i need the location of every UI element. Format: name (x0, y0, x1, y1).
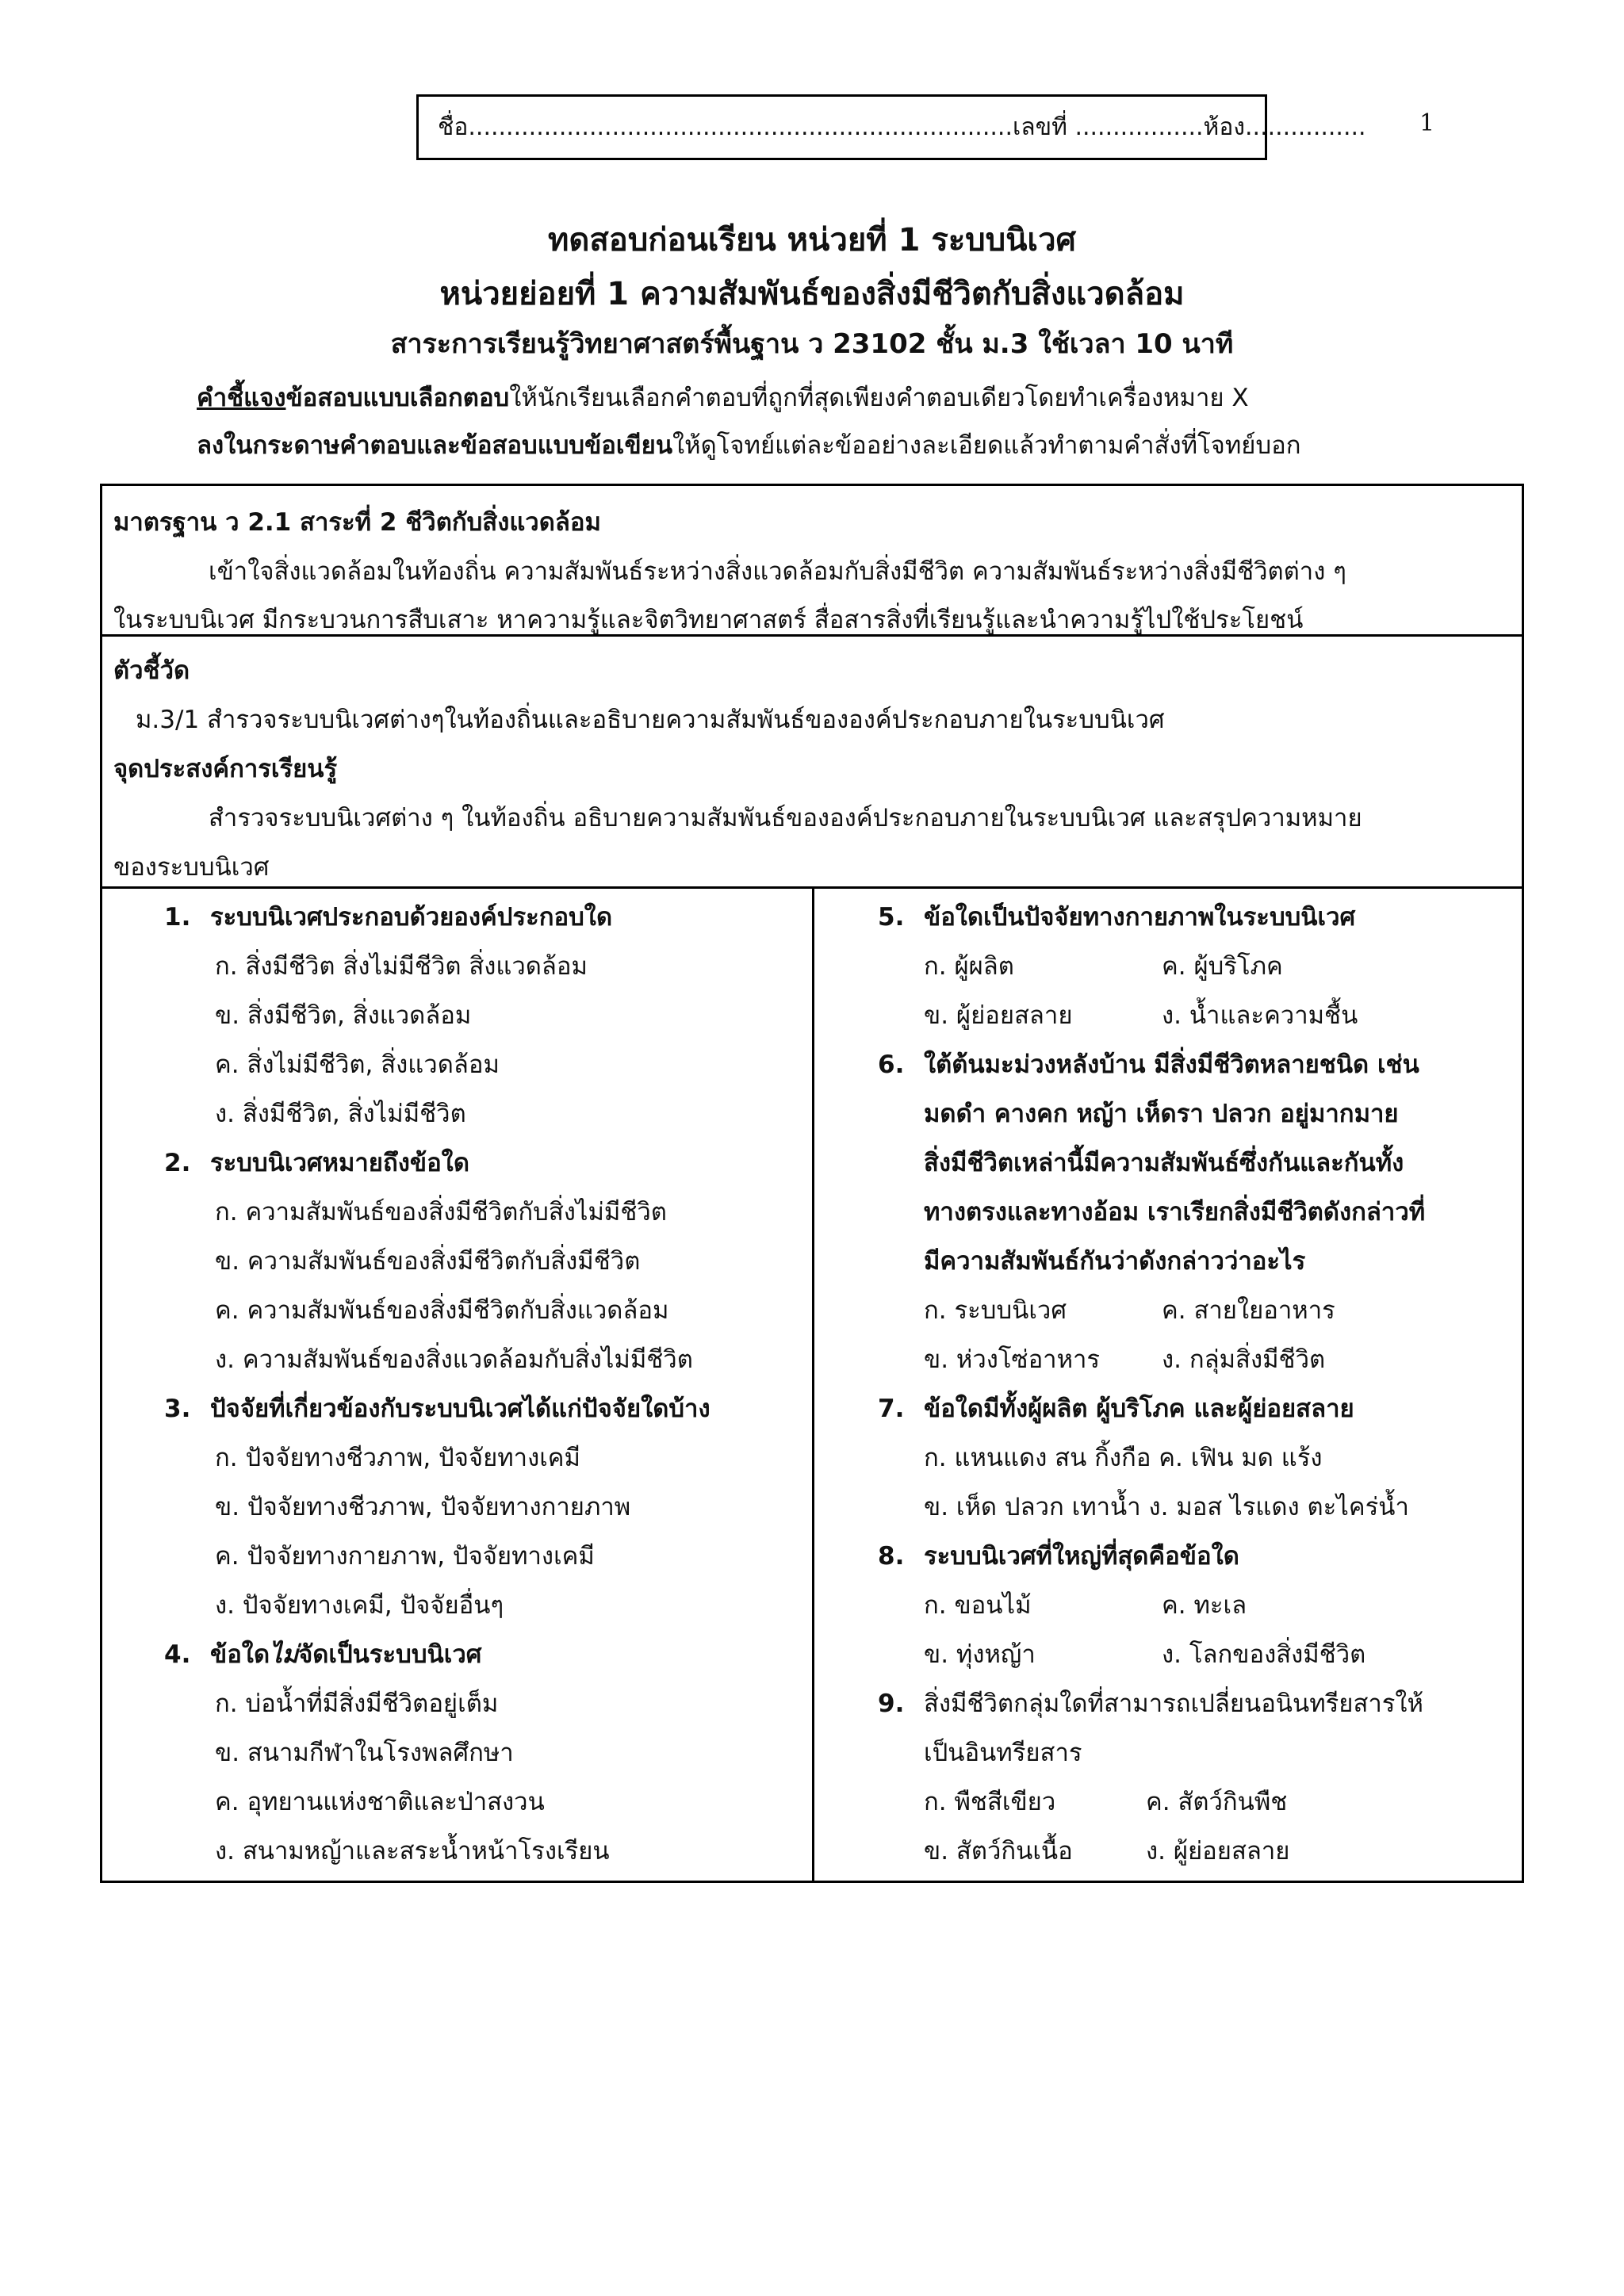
question-9: 9. สิ่งมีชีวิตกลุ่มใดที่สามารถเปลี่ยนอนินทรียสารให้ (878, 1689, 1423, 1718)
question-2: 2. ระบบนิเวศหมายถึงข้อใด (164, 1149, 469, 1177)
column-divider (812, 886, 814, 1881)
question-5-choice: ค. ผู้บริโภค (1162, 952, 1283, 981)
question-7-choice: ก. แหนแดง สน กิ้งกือ ค. เฟิน มด แร้ง (924, 1444, 1323, 1472)
question-6-text: สิ่งมีชีวิตเหล่านี้มีความสัมพันธ์ซึ่งกันและกันทั้ง (924, 1149, 1404, 1177)
question-5-choice: ก. ผู้ผลิต (924, 952, 1014, 981)
question-5-choice: ง. น้ำและความชื้น (1162, 1001, 1358, 1030)
question-4-choice: ง. สนามหญ้าและสระน้ำหน้าโรงเรียน (215, 1837, 610, 1866)
question-4-choice: ก. บ่อน้ำที่มีสิ่งมีชีวิตอยู่เต็ม (215, 1689, 499, 1718)
question-3-choice: ก. ปัจจัยทางชีวภาพ, ปัจจัยทางเคมี (215, 1444, 580, 1472)
question-4-choice: ค. อุทยานแห่งชาติและป่าสงวน (215, 1788, 545, 1816)
name-line: ชื่อ........................................................................เลขที่ .................ห้อง................ (438, 113, 1366, 141)
page-number: 1 (1419, 109, 1435, 137)
instructions-line-2 (197, 425, 1301, 465)
indicator-text: ม.3/1 สำรวจระบบนิเวศต่างๆในท้องถิ่นและอธิบายความสัมพันธ์ขององค์ประกอบภายในระบบนิเวศ (136, 706, 1165, 734)
question-9-text: เป็นอินทรียสาร (924, 1739, 1082, 1767)
question-8-choice: ค. ทะเล (1162, 1591, 1247, 1620)
question-8-choice: ก. ขอนไม้ (924, 1591, 1032, 1620)
instructions-line-1 (197, 377, 1249, 417)
question-8: 8. ระบบนิเวศที่ใหญ่ที่สุดคือข้อใด (878, 1542, 1239, 1571)
question-3: 3. ปัจจัยที่เกี่ยวข้องกับระบบนิเวศได้แก่ปัจจัยใดบ้าง (164, 1395, 710, 1423)
question-6-text: มดดำ คางคก หญ้า เห็ดรา ปลวก อยู่มากมาย (924, 1100, 1399, 1128)
question-6-choice: ข. ห่วงโซ่อาหาร (924, 1345, 1101, 1374)
question-1-choice: ข. สิ่งมีชีวิต, สิ่งแวดล้อม (215, 1001, 472, 1030)
question-6-choice: ค. สายใยอาหาร (1162, 1296, 1335, 1325)
question-9-choice: ง. ผู้ย่อยสลาย (1146, 1837, 1290, 1866)
question-8-choice: ง. โลกของสิ่งมีชีวิต (1162, 1640, 1366, 1669)
objective-text-line-2: ของระบบนิเวศ (113, 853, 270, 882)
question-2-choice: ง. ความสัมพันธ์ของสิ่งแวดล้อมกับสิ่งไม่มีชีวิต (215, 1345, 693, 1374)
question-9-choice: ข. สัตว์กินเนื้อ (924, 1837, 1073, 1866)
question-1-choice: ง. สิ่งมีชีวิต, สิ่งไม่มีชีวิต (215, 1100, 466, 1128)
indicator-heading: ตัวชี้วัด (113, 656, 190, 685)
question-3-choice: ค. ปัจจัยทางกายภาพ, ปัจจัยทางเคมี (215, 1542, 595, 1571)
question-6-text: ทางตรงและทางอ้อม เราเรียกสิ่งมีชีวิตดังกล่าวที่ (924, 1198, 1426, 1226)
question-1-choice: ค. สิ่งไม่มีชีวิต, สิ่งแวดล้อม (215, 1050, 500, 1079)
subunit-title: หน่วยย่อยที่ 1 ความสัมพันธ์ของสิ่งมีชีวิตกับสิ่งแวดล้อม (439, 276, 1185, 312)
exam-title: ทดสอบก่อนเรียน หน่วยที่ 1 ระบบนิเวศ (548, 222, 1076, 258)
question-9-choice: ก. พืชสีเขียว (924, 1788, 1056, 1816)
question-6-choice: ก. ระบบนิเวศ (924, 1296, 1067, 1325)
question-2-choice: ค. ความสัมพันธ์ของสิ่งมีชีวิตกับสิ่งแวดล้อม (215, 1296, 669, 1325)
question-1-choice: ก. สิ่งมีชีวิต สิ่งไม่มีชีวิต สิ่งแวดล้อม (215, 952, 588, 981)
question-6-choice: ง. กลุ่มสิ่งมีชีวิต (1162, 1345, 1326, 1374)
question-2-choice: ก. ความสัมพันธ์ของสิ่งมีชีวิตกับสิ่งไม่มีชีวิต (215, 1198, 667, 1226)
question-9-choice: ค. สัตว์กินพืช (1146, 1788, 1288, 1816)
instructions-bold-2: ลงในกระดาษคำตอบและข้อสอบแบบข้อเขียน (197, 431, 673, 460)
question-2-choice: ข. ความสัมพันธ์ของสิ่งมีชีวิตกับสิ่งมีชีวิต (215, 1247, 641, 1276)
question-8-choice: ข. ทุ่งหญ้า (924, 1640, 1036, 1669)
name-number-room-box (416, 94, 1366, 160)
question-3-choice: ง. ปัจจัยทางเคมี, ปัจจัยอื่นๆ (215, 1591, 504, 1620)
course-info: สาระการเรียนรู้วิทยาศาสตร์พื้นฐาน ว 23102 ชั้น ม.3 ใช้เวลา 10 นาที (390, 328, 1234, 360)
question-1: 1. ระบบนิเวศประกอบด้วยองค์ประกอบใด (164, 903, 613, 932)
standards-questions-table (100, 484, 1524, 1883)
question-6: 6. ใต้ต้นมะม่วงหลังบ้าน มีสิ่งมีชีวิตหลายชนิด เช่น (878, 1050, 1419, 1079)
question-4: 4. ข้อใดไม่จัดเป็นระบบนิเวศ (164, 1640, 482, 1669)
question-5: 5. ข้อใดเป็นปัจจัยทางกายภาพในระบบนิเวศ (878, 903, 1356, 932)
question-4-choice: ข. สนามกีฬาในโรงพลศึกษา (215, 1739, 514, 1767)
question-7: 7. ข้อใดมีทั้งผู้ผลิต ผู้บริโภค และผู้ย่อยสลาย (878, 1395, 1354, 1423)
instructions-label: คำชี้แจง (197, 384, 286, 412)
question-6-text: มีความสัมพันธ์กันว่าดังกล่าวว่าอะไร (924, 1247, 1306, 1276)
question-5-choice: ข. ผู้ย่อยสลาย (924, 1001, 1073, 1030)
instructions-bold-1: ข้อสอบแบบเลือกตอบ (285, 384, 510, 412)
instructions-text-2: ให้ดูโจทย์แต่ละข้ออย่างละเอียดแล้วทำตามคำสั่งที่โจทย์บอก (672, 431, 1301, 460)
standard-text-line-2: ในระบบนิเวศ มีกระบวนการสืบเสาะ หาความรู้และจิตวิทยาศาสตร์ สื่อสารสิ่งที่เรียนรู้และนำความรู้ไปใช้ประโยชน์ (113, 606, 1304, 634)
question-3-choice: ข. ปัจจัยทางชีวภาพ, ปัจจัยทางกายภาพ (215, 1493, 631, 1521)
question-7-choice: ข. เห็ด ปลวก เทาน้ำ ง. มอส ไรแดง ตะไคร่น้ำ (924, 1493, 1409, 1521)
instructions-text-1: ให้นักเรียนเลือกคำตอบที่ถูกที่สุดเพียงคำตอบเดียวโดยทำเครื่องหมาย X (509, 384, 1249, 412)
objective-heading: จุดประสงค์การเรียนรู้ (113, 755, 338, 783)
objective-text-line-1: สำรวจระบบนิเวศต่าง ๆ ในท้องถิ่น อธิบายความสัมพันธ์ขององค์ประกอบภายในระบบนิเวศ และสรุปความหมาย (209, 804, 1362, 832)
standard-heading: มาตรฐาน ว 2.1 สาระที่ 2 ชีวิตกับสิ่งแวดล้อม (113, 508, 601, 537)
standard-text-line-1: เข้าใจสิ่งแวดล้อมในท้องถิ่น ความสัมพันธ์ระหว่างสิ่งแวดล้อมกับสิ่งมีชีวิต ความสัมพันธ์ระหว่างสิ่งมีชีวิตต่าง ๆ (209, 557, 1346, 586)
